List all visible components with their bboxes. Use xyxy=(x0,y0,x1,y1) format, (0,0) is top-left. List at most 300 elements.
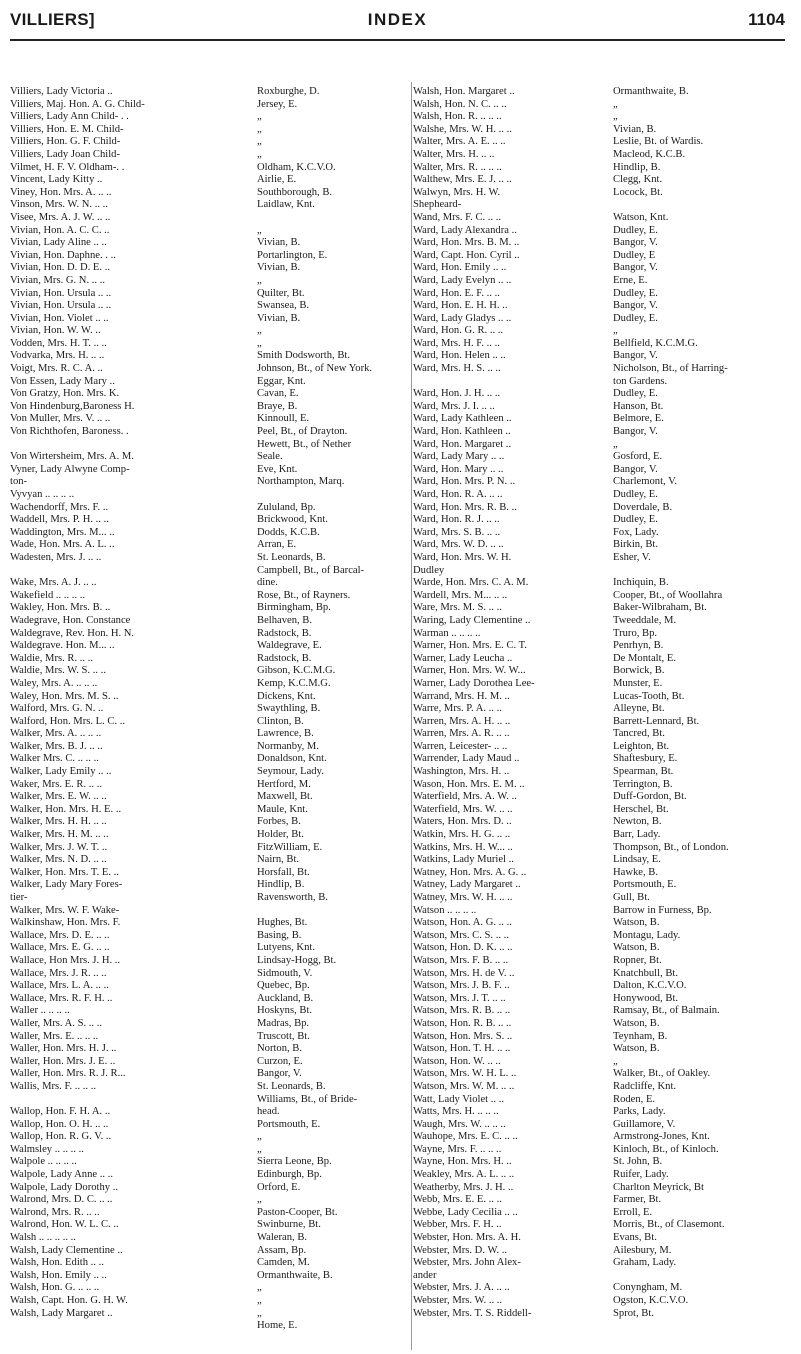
index-reference-entry: Macleod, K.C.B. xyxy=(613,148,686,160)
index-reference-entry: Armstrong-Jones, Knt. xyxy=(613,1131,710,1143)
index-reference-entry: Hindlip, B. xyxy=(613,161,661,173)
index-name-entry: Warde, Hon. Mrs. C. A. M. xyxy=(413,577,529,589)
index-reference-entry: Dalton, K.C.V.O. xyxy=(613,980,687,992)
index-name-entry: Waldie, Mrs. R. .. .. xyxy=(10,652,94,664)
index-name-entry: Viney, Hon. Mrs. A. .. .. xyxy=(10,186,112,198)
index-name-entry: Watkin, Mrs. H. G. .. .. xyxy=(413,829,511,841)
index-name-entry: Ward, Hon. Mrs. P. N. .. xyxy=(413,476,516,488)
index-name-entry: Ward, Lady Kathleen .. xyxy=(413,413,512,425)
index-name-entry: Watts, Mrs. H. .. .. .. xyxy=(413,1106,499,1118)
index-name-entry: Wake, Mrs. A. J. .. .. xyxy=(10,577,97,589)
index-reference-entry: Dudley, E. xyxy=(613,489,658,500)
page-number: 1104 xyxy=(748,10,785,29)
index-column-names-left xyxy=(10,86,254,1320)
index-reference-entry: Shaftesbury, E. xyxy=(613,753,678,765)
index-reference-entry: Lindsay, E. xyxy=(613,854,661,866)
index-name-entry: Watt, Lady Violet .. .. xyxy=(413,1093,504,1105)
index-reference-entry: Watson, Knt. xyxy=(613,211,669,223)
index-reference-entry: St. Leonards, B. xyxy=(257,551,326,563)
index-name-entry: Webb, Mrs. E. E. .. .. xyxy=(413,1194,502,1206)
index-name-entry: Walter, Mrs. H. .. .. xyxy=(413,148,495,160)
index-reference-entry: Bangor, V. xyxy=(613,237,658,249)
index-reference-entry: Jersey, E. xyxy=(257,98,298,110)
index-reference-entry: Penrhyn, B. xyxy=(613,640,664,652)
index-reference-entry: Tweeddale, M. xyxy=(613,614,677,626)
index-reference-entry: Ramsay, Bt., of Balmain. xyxy=(613,1005,720,1017)
entry-spacer xyxy=(257,212,413,225)
index-reference-entry: Clegg, Knt. xyxy=(613,174,663,186)
index-reference-entry: „ xyxy=(257,274,262,286)
index-name-entry: Ward, Hon. J. H. .. .. xyxy=(413,388,501,400)
index-reference-entry: Ormanthwaite, B. xyxy=(257,1269,333,1281)
index-reference-entry: Farmer, Bt. xyxy=(613,1194,662,1206)
index-reference-entry: „ xyxy=(257,136,262,148)
index-reference-entry: St. John, B. xyxy=(613,1156,663,1168)
index-name-entry: Vodvarka, Mrs. H. .. .. xyxy=(10,350,105,362)
index-reference-entry: Assam, Bp. xyxy=(257,1244,307,1256)
index-name-entry: Von Richthofen, Baroness. . xyxy=(10,426,129,438)
index-name-entry: Webster, Hon. Mrs. A. H. xyxy=(413,1232,521,1244)
index-reference-entry: Auckland, B. xyxy=(257,992,314,1004)
index-name-entry: Villiers, Lady Joan Child- xyxy=(10,148,120,160)
entry-spacer xyxy=(10,439,254,452)
index-reference-entry: Tancred, Bt. xyxy=(613,728,665,740)
index-name-entry: Villiers, Hon. E. M. Child- xyxy=(10,123,124,135)
index-name-entry: Wayne, Hon. Mrs. H. .. xyxy=(413,1156,512,1168)
index-reference-entry: Spearman, Bt. xyxy=(613,766,674,778)
index-name-entry: Vivian, Lady Aline .. .. xyxy=(10,237,107,249)
index-reference-entry: Sierra Leone, Bp. xyxy=(257,1156,332,1168)
index-name-entry: Warner, Hon. Mrs. W. W... xyxy=(413,665,526,677)
index-reference-entry: Bellfield, K.C.M.G. xyxy=(613,337,698,349)
index-reference-entry: Lindsay-Hogg, Bt. xyxy=(257,954,337,966)
index-reference-entry: „ xyxy=(257,1307,262,1319)
index-name-entry: Waugh, Mrs. W. .. .. .. xyxy=(413,1118,506,1130)
index-name-entry: Warman .. .. .. .. xyxy=(413,627,481,639)
index-name-entry: Walsh, Hon. Edith .. .. xyxy=(10,1257,104,1269)
index-name-entry: Walker, Lady Emily .. .. xyxy=(10,766,112,778)
index-reference-entry: Maxwell, Bt. xyxy=(257,791,313,803)
header-rule xyxy=(10,39,785,41)
index-reference-entry: Oldham, K.C.V.O. xyxy=(257,161,336,173)
index-name-entry: Wayne, Mrs. F. .. .. .. xyxy=(413,1143,502,1155)
index-name-entry: Walpole, Lady Anne .. .. xyxy=(10,1169,113,1181)
index-name-entry: Weatherby, Mrs. J. H. .. xyxy=(413,1181,514,1193)
index-name-entry: Walker, Hon. Mrs. T. E. .. xyxy=(10,866,119,878)
index-name-entry: Walker, Mrs. H. M. .. .. xyxy=(10,829,109,841)
index-name-entry: Vivian, Hon. A. C. C. .. xyxy=(10,224,110,236)
index-reference-entry: „ xyxy=(257,123,262,135)
index-reference-entry: Morris, Bt., of Clasemont. xyxy=(613,1219,725,1231)
index-name-entry: Waldegrave. Hon. M... .. xyxy=(10,640,115,652)
index-reference-entry: Williams, Bt., of Bride- xyxy=(257,1093,358,1105)
index-name-entry: Walker, Mrs. A. .. .. .. xyxy=(10,728,102,740)
index-name-entry: Walkinshaw, Hon. Mrs. F. xyxy=(10,917,121,929)
index-name-entry: Voigt, Mrs. R. C. A. .. xyxy=(10,363,103,375)
index-reference-entry: Dudley, E. xyxy=(613,312,658,324)
index-name-entry: Walker, Mrs. E. W. .. .. xyxy=(10,791,107,803)
index-reference-entry: Maule, Knt. xyxy=(257,803,308,815)
index-reference-entry: Ormanthwaite, B. xyxy=(613,86,689,97)
index-name-entry: Walthew, Mrs. E. J. .. .. xyxy=(413,174,512,186)
index-reference-entry: Watson, B. xyxy=(613,917,660,929)
index-name-entry: Ward, Lady Gladys .. .. xyxy=(413,312,512,324)
index-reference-entry: Ropner, Bt. xyxy=(613,954,662,966)
index-name-entry: Von Essen, Lady Mary .. xyxy=(10,375,115,387)
index-reference-entry: Cooper, Bt., of Woollahra xyxy=(613,589,723,601)
index-name-entry: Wardell, Mrs. M... .. .. xyxy=(413,589,508,601)
index-reference-entry: Radstock, B. xyxy=(257,652,312,664)
index-name-entry: Walford, Mrs. G. N. .. xyxy=(10,703,104,715)
index-reference-entry: Montagu, Lady. xyxy=(613,929,681,941)
index-name-entry: Wallace, Mrs. D. E. .. .. xyxy=(10,929,110,941)
index-name-entry: Wallace, Mrs. E. G. .. .. xyxy=(10,942,110,954)
index-name-entry: Watson, Mrs. R. B. .. .. xyxy=(413,1005,511,1017)
index-reference-entry: Hertford, M. xyxy=(257,778,311,790)
index-name-entry: Weakley, Mrs. A. L. .. .. xyxy=(413,1169,515,1181)
index-reference-entry: De Montalt, E. xyxy=(613,652,676,664)
index-name-entry: Villiers, Lady Ann Child- . . xyxy=(10,111,129,123)
index-name-entry: ton- xyxy=(10,476,28,488)
index-name-entry: Walsh, Capt. Hon. G. H. W. xyxy=(10,1295,128,1306)
index-reference-entry: Bangor, V. xyxy=(613,463,658,475)
running-head-left: VILLIERS] xyxy=(10,10,95,29)
index-name-entry: Watson, Mrs. J. T. .. .. xyxy=(413,992,506,1004)
index-reference-entry: Thompson, Bt., of London. xyxy=(613,841,729,853)
index-column-names-right xyxy=(413,86,613,1320)
index-reference-entry: Walker, Bt., of Oakley. xyxy=(613,1068,711,1080)
index-name-entry: Watkins, Mrs. H. W... .. xyxy=(413,841,513,853)
index-name-entry: Walter, Mrs. R. .. .. .. xyxy=(413,161,502,173)
index-name-entry: Walker, Lady Mary Fores- xyxy=(10,879,123,891)
index-reference-entry: Dodds, K.C.B. xyxy=(257,526,320,538)
index-name-entry: Waterfield, Mrs. A. W. .. xyxy=(413,791,517,803)
entry-spacer xyxy=(10,1094,254,1107)
index-reference-entry: Erne, E. xyxy=(613,274,648,286)
index-name-entry: Walker, Mrs. H. H. .. .. xyxy=(10,816,107,828)
index-name-entry: Ward, Hon. E. F. .. .. xyxy=(413,287,500,299)
index-name-entry: Watson, Hon. W. .. .. xyxy=(413,1055,501,1067)
index-name-entry: Watney, Mrs. W. H. .. .. xyxy=(413,892,513,903)
page-header xyxy=(10,10,785,34)
index-name-entry: Walrond, Mrs. D. C. .. .. xyxy=(10,1194,113,1206)
index-reference-entry: Esher, V. xyxy=(613,551,651,563)
index-reference-entry: Ravensworth, B. xyxy=(257,892,328,903)
index-name-entry: Warrender, Lady Maud .. xyxy=(413,753,520,765)
index-reference-entry: Knatchbull, Bt. xyxy=(613,967,679,979)
index-reference-entry: „ xyxy=(257,1194,262,1206)
index-reference-entry: Leslie, Bt. of Wardis. xyxy=(613,136,704,148)
index-name-entry: tier- xyxy=(10,892,28,903)
index-name-entry: Waller, Mrs. E. .. .. .. xyxy=(10,1030,99,1042)
index-reference-entry: Kinloch, Bt., of Kinloch. xyxy=(613,1143,719,1155)
index-reference-entry: Swinburne, Bt. xyxy=(257,1219,321,1231)
index-reference-entry: Vivian, B. xyxy=(257,237,301,249)
index-reference-entry: Truscott, Bt. xyxy=(257,1030,310,1042)
index-reference-entry: Evans, Bt. xyxy=(613,1232,657,1244)
index-reference-entry: Campbell, Bt., of Barcal- xyxy=(257,564,365,576)
index-name-entry: Warren, Mrs. A. R. .. .. xyxy=(413,728,510,740)
index-reference-entry: Bangor, V. xyxy=(613,350,658,362)
index-name-entry: Waterfield, Mrs. W. .. .. xyxy=(413,803,513,815)
index-reference-entry: Holder, Bt. xyxy=(257,829,304,841)
index-reference-entry: Brickwood, Knt. xyxy=(257,514,328,526)
index-reference-entry: Radstock, B. xyxy=(257,627,312,639)
index-name-entry: Visee, Mrs. A. J. W. .. .. xyxy=(10,211,111,223)
index-name-entry: Vodden, Mrs. H. T. .. .. xyxy=(10,337,107,349)
index-reference-entry: Portsmouth, E. xyxy=(613,879,677,891)
index-name-entry: Ward, Hon. E. H. H. .. xyxy=(413,300,508,312)
index-name-entry: Vilmet, H. F. V. Oldham-. . xyxy=(10,161,125,173)
index-reference-entry: Curzon, E. xyxy=(257,1055,303,1067)
index-reference-entry: Truro, Bp. xyxy=(613,627,658,639)
index-name-entry: Waller, Mrs. A. S. .. .. xyxy=(10,1017,103,1029)
index-name-entry: Vivian, Hon. W. W. .. xyxy=(10,325,101,337)
index-reference-entry: „ xyxy=(613,111,618,123)
index-reference-entry: Dudley, E. xyxy=(613,224,658,236)
index-name-entry: Walmsley .. .. .. .. xyxy=(10,1143,84,1155)
entry-spacer xyxy=(413,376,613,389)
index-reference-entry: Quilter, Bt. xyxy=(257,287,305,299)
index-name-entry: Walshe, Mrs. W. H. .. .. xyxy=(413,123,512,135)
index-reference-entry: Kinnoull, E. xyxy=(257,413,310,425)
index-reference-entry: Bangor, V. xyxy=(613,262,658,274)
index-reference-entry: Seale. xyxy=(257,451,283,463)
index-name-entry: Waring, Lady Clementine .. xyxy=(413,614,531,626)
index-name-entry: Ward, Mrs. J. I. .. .. xyxy=(413,400,495,412)
index-reference-entry: Sprot, Bt. xyxy=(613,1307,654,1319)
entry-spacer xyxy=(10,565,254,578)
index-name-entry: Ward, Hon. Mrs. R. B. .. xyxy=(413,501,517,513)
index-reference-entry: Belmore, E. xyxy=(613,413,664,425)
index-name-entry: Wallop, Hon. F. H. A. .. xyxy=(10,1106,111,1118)
index-reference-entry: Dudley, E. xyxy=(613,388,658,400)
index-name-entry: Ward, Lady Mary .. .. xyxy=(413,451,505,463)
index-reference-entry: Home, E. xyxy=(257,1320,298,1332)
index-name-entry: Ward, Hon. R. A. .. .. xyxy=(413,489,503,500)
index-name-entry: Ward, Hon. Mrs. W. H. xyxy=(413,551,512,563)
index-reference-entry: Bangor, V. xyxy=(613,300,658,312)
index-reference-entry: Lawrence, B. xyxy=(257,728,314,740)
index-name-entry: Villiers, Lady Victoria .. xyxy=(10,86,113,97)
index-reference-entry: Dudley, E. xyxy=(613,514,658,526)
index-name-entry: Wason, Hon. Mrs. E. M. .. xyxy=(413,778,525,790)
index-reference-entry: Peel, Bt., of Drayton. xyxy=(257,426,348,438)
index-reference-entry: Forbes, B. xyxy=(257,816,301,828)
index-name-entry: Ward, Hon. R. J. .. .. xyxy=(413,514,500,526)
index-name-entry: Wakefield .. .. .. .. xyxy=(10,589,86,601)
index-column-refs-right xyxy=(613,86,793,1320)
index-name-entry: Walrond, Hon. W. L. C. .. xyxy=(10,1219,119,1231)
index-reference-entry: Gibson, K.C.M.G. xyxy=(257,665,336,677)
index-reference-entry: head. xyxy=(257,1106,280,1118)
index-reference-entry: „ xyxy=(613,98,618,110)
index-reference-entry: Hawke, B. xyxy=(613,866,659,878)
index-name-entry: Walsh, Hon. R. .. .. .. xyxy=(413,111,502,123)
index-name-entry: Watkins, Lady Muriel .. xyxy=(413,854,514,866)
index-name-entry: Von Muller, Mrs. V. .. .. xyxy=(10,413,111,425)
index-name-entry: Walsh, Hon. Emily .. .. xyxy=(10,1269,107,1281)
index-reference-entry: Dudley, E. xyxy=(613,287,658,299)
index-reference-entry: ton Gardens. xyxy=(613,375,668,387)
index-name-entry: Walrond, Mrs. R. .. .. xyxy=(10,1206,100,1218)
index-reference-entry: St. Leonards, B. xyxy=(257,1080,326,1092)
index-name-entry: Wand, Mrs. F. C. .. .. xyxy=(413,211,502,223)
index-name-entry: Walker, Mrs. W. F. Wake- xyxy=(10,904,120,916)
index-name-entry: Ward, Mrs. H. S. .. .. xyxy=(413,363,501,375)
index-name-entry: Vinson, Mrs. W. N. .. .. xyxy=(10,199,108,211)
index-name-entry: Ward, Hon. Kathleen .. xyxy=(413,426,511,438)
index-name-entry: Waller, Hon. Mrs. R. J. R... xyxy=(10,1068,126,1080)
index-reference-entry: Inchiquin, B. xyxy=(613,577,669,589)
index-name-entry: Vivian, Hon. Ursula .. .. xyxy=(10,300,112,312)
index-reference-entry: „ xyxy=(257,1295,262,1306)
index-reference-entry: Hanson, Bt. xyxy=(613,400,664,412)
index-reference-entry: „ xyxy=(257,1143,262,1155)
index-name-entry: Wallace, Hon Mrs. J. H. .. xyxy=(10,954,121,966)
index-reference-entry: „ xyxy=(257,1282,262,1294)
index-name-entry: Warner, Hon. Mrs. E. C. T. xyxy=(413,640,527,652)
index-reference-entry: Quebec, Bp. xyxy=(257,980,310,992)
index-reference-entry: Braye, B. xyxy=(257,400,298,412)
index-reference-entry: Nairn, Bt. xyxy=(257,854,300,866)
index-reference-entry: Dudley, E xyxy=(613,249,656,261)
index-reference-entry: Parks, Lady. xyxy=(613,1106,666,1118)
index-name-entry: Waley, Hon. Mrs. M. S. .. xyxy=(10,690,119,702)
index-name-entry: Walker, Mrs. N. D. .. .. xyxy=(10,854,107,866)
index-name-entry: Walsh, Hon. N. C. .. .. xyxy=(413,98,507,110)
index-reference-entry: „ xyxy=(257,1131,262,1143)
index-reference-entry: Ruifer, Lady. xyxy=(613,1169,669,1181)
index-name-entry: Waller, Hon. Mrs. J. E. .. xyxy=(10,1055,116,1067)
index-name-entry: Webbe, Lady Cecilia .. .. xyxy=(413,1206,518,1218)
index-reference-entry: Duff-Gordon, Bt. xyxy=(613,791,687,803)
index-reference-entry: Dickens, Knt. xyxy=(257,690,316,702)
index-name-entry: Vivian, Hon. Ursula .. .. xyxy=(10,287,112,299)
index-reference-entry: Barrow in Furness, Bp. xyxy=(613,904,712,916)
index-reference-entry: Guillamore, V. xyxy=(613,1118,676,1130)
index-name-entry: Vincent, Lady Kitty .. xyxy=(10,174,103,186)
index-reference-entry: „ xyxy=(257,148,262,160)
index-reference-entry: Locock, Bt. xyxy=(613,186,663,198)
index-name-entry: Watson, Hon. R. B. .. .. xyxy=(413,1017,512,1029)
entry-spacer xyxy=(257,905,413,918)
index-name-entry: Walsh, Lady Clementine .. xyxy=(10,1244,123,1256)
index-reference-entry: Rose, Bt., of Rayners. xyxy=(257,589,351,601)
index-name-entry: Ware, Mrs. M. S. .. .. xyxy=(413,602,502,614)
index-reference-entry: Paston-Cooper, Bt. xyxy=(257,1206,338,1218)
index-reference-entry: Vivian, B. xyxy=(257,262,301,274)
index-reference-entry: „ xyxy=(613,325,618,337)
entry-spacer xyxy=(613,1270,793,1283)
index-name-entry: Wadegrave, Hon. Constance xyxy=(10,614,131,626)
index-reference-entry: Nicholson, Bt., of Harring- xyxy=(613,363,728,375)
index-name-entry: Watson, Mrs. W. H. L. .. xyxy=(413,1068,517,1080)
index-name-entry: Vivian, Mrs. G. N. .. .. xyxy=(10,274,105,286)
index-reference-entry: Fox, Lady. xyxy=(613,526,659,538)
index-name-entry: Ward, Capt. Hon. Cyril .. xyxy=(413,249,520,261)
index-name-entry: Von Hindenburg,Baroness H. xyxy=(10,400,135,412)
index-reference-entry: Airlie, E. xyxy=(257,174,297,186)
index-reference-entry: Watson, B. xyxy=(613,1043,660,1055)
index-reference-entry: Hewett, Bt., of Nether xyxy=(257,438,352,450)
index-name-entry: Walsh, Hon. G. .. .. .. xyxy=(10,1282,100,1294)
index-name-entry: Walsh, Hon. Margaret .. xyxy=(413,86,515,97)
index-name-entry: Ward, Lady Evelyn .. .. xyxy=(413,274,512,286)
index-reference-entry: Graham, Lady. xyxy=(613,1257,677,1269)
index-reference-entry: Bangor, V. xyxy=(257,1068,302,1080)
index-reference-entry: Basing, B. xyxy=(257,929,302,941)
index-reference-entry: Herschel, Bt. xyxy=(613,803,669,815)
index-reference-entry: „ xyxy=(257,325,262,337)
index-reference-entry: Orford, E. xyxy=(257,1181,301,1193)
index-reference-entry: Seymour, Lady. xyxy=(257,766,324,778)
index-reference-entry: Portsmouth, E. xyxy=(257,1118,321,1130)
index-name-entry: Waller .. .. .. .. xyxy=(10,1005,70,1017)
index-name-entry: Waller, Hon. Mrs. H. J. .. xyxy=(10,1043,117,1055)
index-name-entry: Warre, Mrs. P. A. .. .. xyxy=(413,703,502,715)
index-name-entry: Webster, Mrs. W. .. .. xyxy=(413,1295,503,1306)
index-reference-entry: Conyngham, M. xyxy=(613,1282,683,1294)
index-name-entry: Warner, Lady Leucha .. xyxy=(413,652,513,664)
index-reference-entry: Sidmouth, V. xyxy=(257,967,313,979)
index-name-entry: Ward, Hon. Mary .. .. xyxy=(413,463,504,475)
index-reference-entry: Northampton, Marq. xyxy=(257,476,345,488)
index-name-entry: Shepheard- xyxy=(413,199,462,211)
index-reference-entry: Charlemont, V. xyxy=(613,476,678,488)
index-name-entry: Ward, Mrs. W. D. .. .. xyxy=(413,539,504,551)
running-head-title: INDEX xyxy=(367,10,428,29)
index-reference-entry: Swaythling, B. xyxy=(257,703,321,715)
index-name-entry: Walford, Hon. Mrs. L. C. .. xyxy=(10,715,126,727)
index-reference-entry: Zululand, Bp. xyxy=(257,501,316,513)
index-name-entry: Watson, Hon. A. G. .. .. xyxy=(413,917,512,929)
index-column-refs-left xyxy=(257,86,413,1333)
index-name-entry: Villiers, Maj. Hon. A. G. Child- xyxy=(10,98,145,110)
index-reference-entry: Birkin, Bt. xyxy=(613,539,659,551)
index-reference-entry: Terrington, B. xyxy=(613,778,673,790)
index-name-entry: Vivian, Hon. D. D. E. .. xyxy=(10,262,110,274)
index-name-entry: Watson, Mrs. C. S. .. .. xyxy=(413,929,509,941)
index-reference-entry: Roden, E. xyxy=(613,1093,656,1105)
index-name-entry: Watson, Hon. D. K. .. .. xyxy=(413,942,513,954)
index-reference-entry: Normanby, M. xyxy=(257,740,319,752)
column-divider xyxy=(411,82,412,1350)
index-reference-entry: Smith Dodsworth, Bt. xyxy=(257,350,351,362)
index-name-entry: Walker, Hon. Mrs. H. E. .. xyxy=(10,803,122,815)
index-name-entry: Ward, Mrs. S. B. .. .. xyxy=(413,526,501,538)
index-name-entry: Ward, Hon. Mrs. B. M. .. xyxy=(413,237,520,249)
index-reference-entry: Bangor, V. xyxy=(613,426,658,438)
index-name-entry: Ward, Lady Alexandra .. xyxy=(413,224,517,236)
entry-spacer xyxy=(613,199,793,212)
index-reference-entry: Barrett-Lennard, Bt. xyxy=(613,715,700,727)
index-name-entry: ander xyxy=(413,1269,437,1281)
index-name-entry: Washington, Mrs. H. .. xyxy=(413,766,510,778)
index-reference-entry: Edinburgh, Bp. xyxy=(257,1169,322,1181)
index-reference-entry: Baker-Wilbraham, Bt. xyxy=(613,602,707,614)
index-reference-entry: Kemp, K.C.M.G. xyxy=(257,677,331,689)
index-name-entry: Waker, Mrs. E. R. .. .. xyxy=(10,778,102,790)
index-name-entry: Ward, Mrs. H. F. .. .. xyxy=(413,337,500,349)
index-name-entry: Wade, Hon. Mrs. A. L. .. xyxy=(10,539,115,551)
index-reference-entry: Gosford, E. xyxy=(613,451,663,463)
index-name-entry: Vivian, Hon. Daphne. . .. xyxy=(10,249,116,261)
index-reference-entry: Horsfall, Bt. xyxy=(257,866,310,878)
index-reference-entry: „ xyxy=(257,337,262,349)
index-name-entry: Wallace, Mrs. R. F. H. .. xyxy=(10,992,113,1004)
index-reference-entry: Birmingham, Bp. xyxy=(257,602,331,614)
